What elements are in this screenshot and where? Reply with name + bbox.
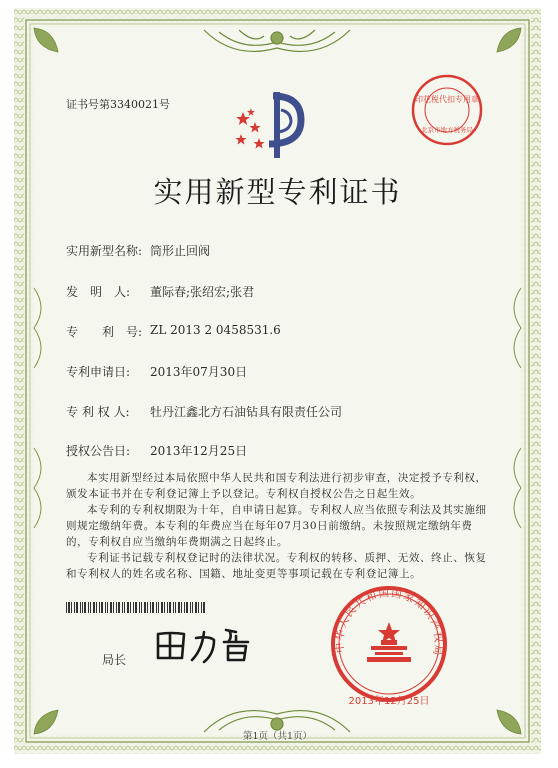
page-number: 第1页（共1页） (242, 731, 313, 742)
seal-text: 中华人民共和国国家知识产权局 (333, 587, 445, 658)
field-filing-date-value: 2013年07月30日 (150, 365, 248, 379)
field-inventor-label: 发 明 人: (66, 285, 131, 299)
stamp-title: 印花税代扣专用章 (415, 95, 479, 104)
field-inventor-value: 董际春;张绍宏;张君 (150, 285, 255, 299)
paragraph-term: 本专利的专利权期限为十年，自申请日起算。专利权人应当依照专利法及其实施细则规定缴纳年费。本专利的年费应当在每年07月30日前缴纳。未按照规定缴纳年费的，专利权自应当缴纳年费期满之日起终止。 (66, 504, 487, 548)
field-grant-date-label: 授权公告日: (66, 444, 131, 458)
field-filing-date-label: 专利申请日: (66, 365, 131, 379)
paragraph-record: 专利证书记载专利权登记时的法律状况。专利权的转移、质押、无效、终止、恢复和专利权人的姓名或名称、国籍、地址变更等事项记载在专利登记簿上。 (66, 552, 487, 580)
certificate-title: 实用新型专利证书 (153, 175, 402, 209)
official-seal (319, 586, 469, 706)
field-patent-no-value: ZL 2013 2 0458531.6 (150, 323, 281, 337)
paragraph-grant: 本实用新型经过本局依照中华人民共和国专利法进行初步审查，决定授予专利权，颁发本证书并在专利登记簿上予以登记。专利权自授权公告之日起生效。 (66, 472, 487, 500)
sipo-logo-icon (229, 86, 309, 164)
certificate-paper (14, 8, 541, 754)
field-name-value: 筒形止回阀 (150, 244, 211, 258)
barcode-icon (66, 602, 206, 613)
seal-date: 2013年12月25日 (348, 696, 430, 706)
stamp-org: 北京市地方税务局 (421, 126, 473, 134)
field-patent-no-label: 专 利 号: (66, 325, 143, 339)
field-name-label: 实用新型名称: (66, 244, 143, 258)
certificate-number: 证书号第3340021号 (66, 98, 170, 111)
field-patentee-value: 牡丹江鑫北方石油钻具有限责任公司 (150, 405, 343, 419)
field-patentee-label: 专 利 权 人: (66, 405, 130, 419)
director-signature (152, 620, 264, 668)
field-grant-date-value: 2013年12月25日 (150, 444, 248, 458)
tax-stamp-seal (409, 72, 485, 148)
director-label: 局长 (102, 653, 127, 667)
